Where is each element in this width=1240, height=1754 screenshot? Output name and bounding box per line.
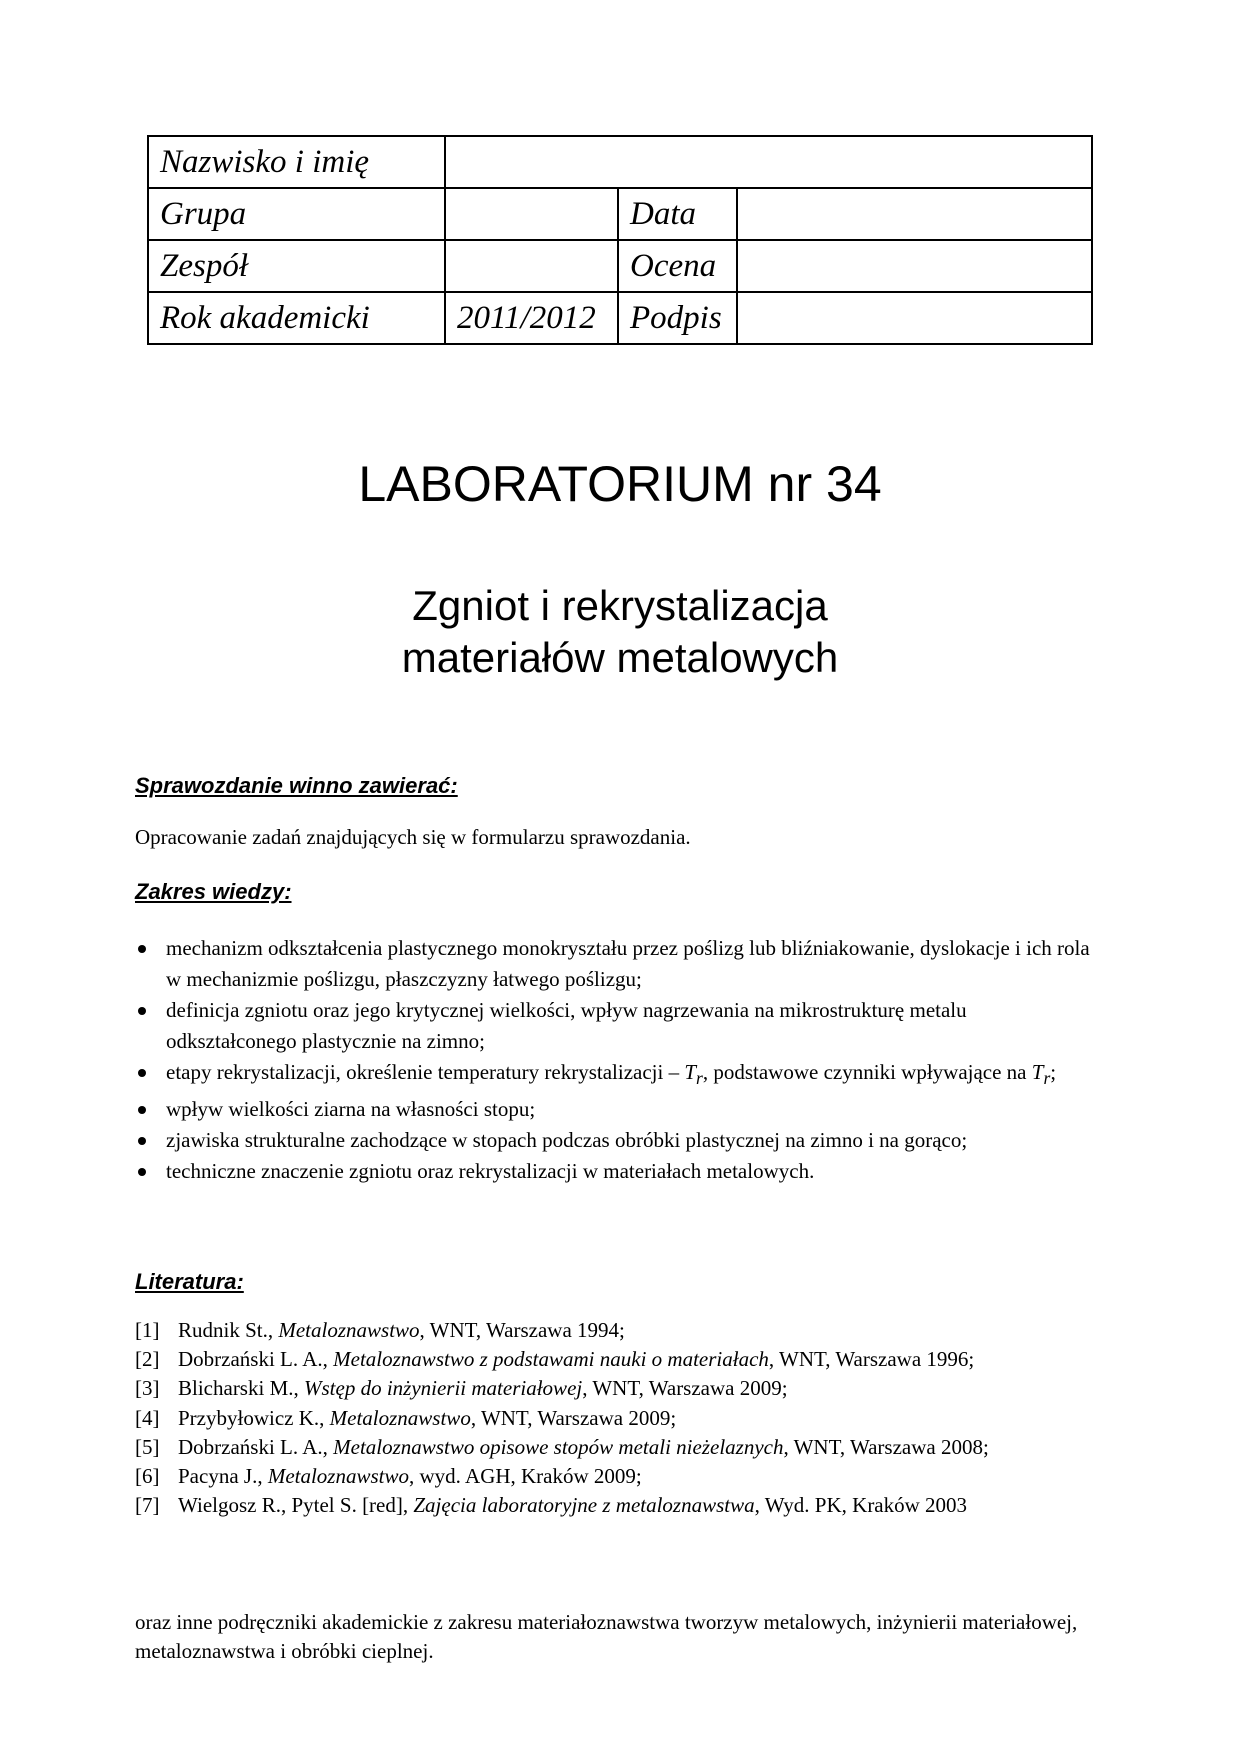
signature-field[interactable] [737,292,1092,344]
reference-title: Metaloznawstwo z podstawami nauki o materiałach [333,1347,769,1372]
grade-field[interactable] [737,240,1092,292]
year-value: 2011/2012 [445,292,618,344]
symbol: T [684,1060,697,1084]
signature-label: Podpis [618,292,737,344]
team-label: Zespół [148,240,445,292]
reference-details: , WNT, Warszawa 2009; [582,1376,788,1401]
reference-author: Dobrzański L. A., [178,1347,334,1372]
list-item: wpływ wielkości ziarna na własności stopu; [135,1094,1095,1125]
literature-heading: Literatura: [135,1269,244,1294]
date-field[interactable] [737,188,1092,240]
reference-author: Rudnik St., [178,1318,279,1342]
page-title: LABORATORIUM nr 34 [358,456,882,512]
list-item [135,1057,1095,1094]
reference-details: , WNT, Warszawa 2009; [470,1405,677,1430]
subtitle [0,580,1240,684]
group-field[interactable] [445,188,618,240]
reference-title: Metaloznawstwo [267,1464,410,1489]
reference-item [135,1491,1095,1520]
team-field[interactable] [445,240,618,292]
reference-number: [4] [135,1405,160,1430]
symbol: T [1031,1060,1044,1084]
name-label: Nazwisko i imię [148,136,445,188]
knowledge-heading: Zakres wiedzy: [135,879,292,904]
reference-item [135,1316,1095,1345]
reference-title: Metaloznawstwo [278,1318,420,1342]
list-item: definicja zgniotu oraz jego krytycznej wielkości, wpływ nagrzewania na mikrostrukturę metalu odkształconego plastycznie na zimno; [135,995,1095,1057]
reference-item [135,1404,1095,1433]
knowledge-list [135,933,1095,1187]
name-field[interactable] [445,136,1092,188]
reference-item [135,1462,1095,1491]
list-item: zjawiska strukturalne zachodzące w stopach podczas obróbki plastycznej na zimno i na gorąco; [135,1125,1095,1156]
reference-item [135,1433,1095,1462]
reference-author: Przybyłowicz K., [178,1405,330,1430]
reference-author: Dobrzański L. A., [178,1434,334,1459]
reference-details: , Wyd. PK, Kraków 2003 [754,1493,968,1518]
reference-number: [5] [135,1434,160,1459]
literature-closing: oraz inne podręczniki akademickie z zakresu materiałoznawstwa tworzyw metalowych, inżynierii materiałowej, metaloznawstwa i obróbki cieplnej. [135,1610,1078,1664]
reference-item [135,1374,1095,1403]
reference-details: , wyd. AGH, Kraków 2009; [409,1464,642,1489]
report-text: Opracowanie zadań znajdujących się w formularzu sprawozdania. [135,825,691,849]
report-heading: Sprawozdanie winno zawierać: [135,773,458,798]
text: , podstawowe czynniki wpływające na [702,1060,1032,1084]
text: etapy rekrystalizacji, określenie temperatury rekrystalizacji – [166,1060,685,1084]
reference-list [135,1316,1095,1520]
student-info-table [147,135,1093,345]
reference-details: , WNT, Warszawa 1996; [768,1347,975,1372]
subscript: r [1043,1068,1051,1089]
date-label: Data [618,188,737,240]
reference-details: , WNT, Warszawa 2008; [783,1434,989,1459]
reference-title: Metaloznawstwo [329,1405,471,1430]
reference-details: , WNT, Warszawa 1994; [419,1318,625,1342]
list-item: mechanizm odkształcenia plastycznego monokryształu przez poślizg lub bliźniakowanie, dyslokacje i ich rola w mechanizmie poślizgu, płaszczyzny łatwego poślizgu; [135,933,1095,995]
reference-title: Wstęp do inżynierii materiałowej [304,1376,583,1401]
text: ; [1050,1060,1057,1084]
reference-item [135,1345,1095,1374]
year-label: Rok akademicki [148,292,445,344]
reference-author: Pacyna J., [178,1464,268,1489]
reference-author: Blicharski M., [178,1376,304,1401]
grade-label: Ocena [618,240,737,292]
subtitle-line: Zgniot i rekrystalizacja [412,582,828,629]
reference-number: [1] [135,1318,160,1342]
reference-number: [3] [135,1376,160,1401]
reference-title: Metaloznawstwo opisowe stopów metali nieżelaznych [333,1434,784,1459]
list-item: techniczne znaczenie zgniotu oraz rekrystalizacji w materiałach metalowych. [135,1156,1095,1187]
subtitle-line: materiałów metalowych [401,634,839,681]
reference-number: [6] [135,1464,160,1489]
reference-number: [2] [135,1347,160,1372]
reference-author: Wielgosz R., Pytel S. [red], [178,1493,414,1518]
reference-number: [7] [135,1493,160,1518]
reference-title: Zajęcia laboratoryjne z metaloznawstwa [413,1493,755,1518]
group-label: Grupa [148,188,445,240]
subscript: r [696,1068,703,1089]
